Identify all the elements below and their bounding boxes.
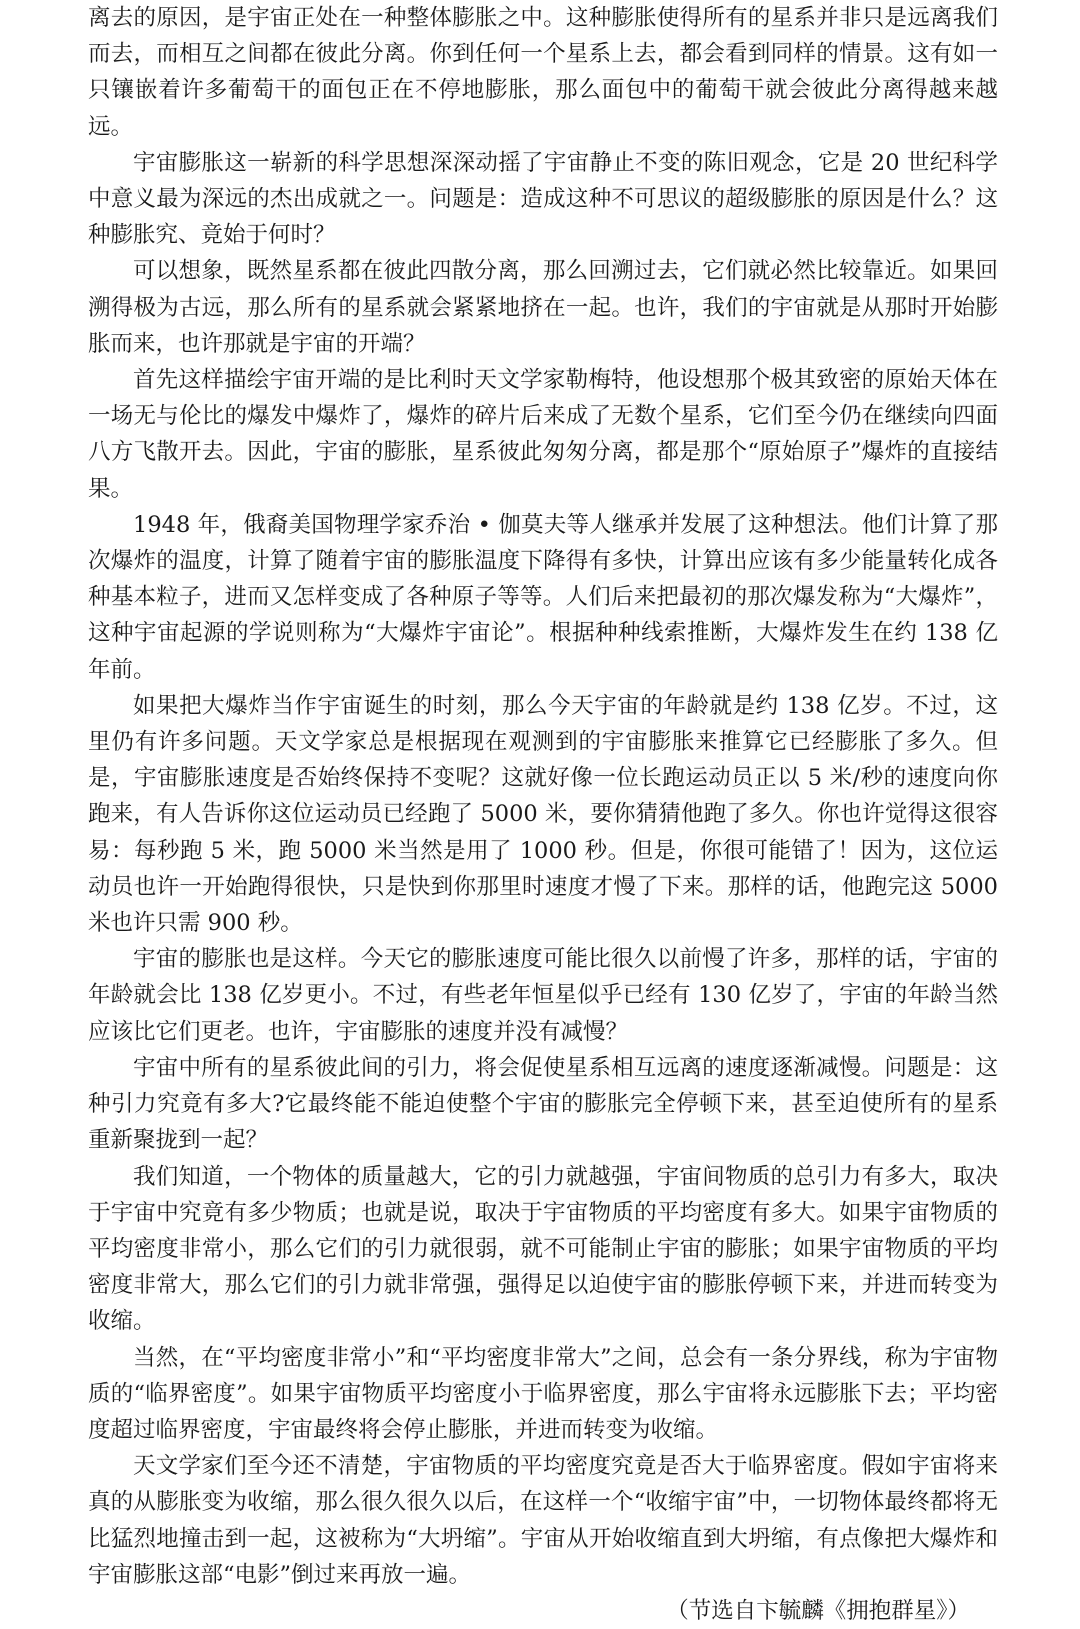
paragraph-3: 可以想象，既然星系都在彼此四散分离，那么回溯过去，它们就必然比较靠近。如果回溯得极为古远，那么所有的星系就会紧紧地挤在一起。也许，我们的宇宙就是从那时开始膨胀而来，也许那就是宇宙的开端？ <box>88 258 998 357</box>
paragraph-2: 宇宙膨胀这一崭新的科学思想深深动摇了宇宙静止不变的陈旧观念，它是 20 世纪科学中意义最为深远的杰出成就之一。问题是：造成这种不可思议的超级膨胀的原因是什么？这种膨胀究、竟始于何时？ <box>88 149 998 249</box>
paragraph-1: 离去的原因，是宇宙正处在一种整体膨胀之中。这种膨胀使得所有的星系并非只是远离我们而去，而相互之间都在彼此分离。你到任何一个星系上去，都会看到同样的情景。这有如一只镶嵌着许多葡萄干的面包正在不停地膨胀，那么面包中的葡萄干就会彼此分离得越来越远。 <box>88 5 998 140</box>
paragraph-7: 宇宙的膨胀也是这样。今天它的膨胀速度可能比很久以前慢了许多，那样的话，宇宙的年龄就会比 138 亿岁更小。不过，有些老年恒星似乎已经有 130 亿岁了，宇宙的年龄当然应该比它们更老。也许，宇宙膨胀的速度并没有减慢？ <box>88 946 998 1045</box>
paragraph-8: 宇宙中所有的星系彼此间的引力，将会促使星系相互远离的速度逐渐减慢。问题是：这种引力究竟有多大?它最终能不能迫使整个宇宙的膨胀完全停顿下来，甚至迫使所有的星系重新聚拢到一起？ <box>88 1054 998 1154</box>
paragraph-5: 1948 年，俄裔美国物理学家乔治 • 伽莫夫等人继承并发展了这种想法。他们计算了那次爆炸的温度，计算了随着宇宙的膨胀温度下降得有多快，计算出应该有多少能量转化成各种基本粒子，进而又怎样变成了各种原子等等。人们后来把最初的那次爆发称为“大爆炸”，这种宇宙起源的学说则称为“大爆炸宇宙论”。根据种种线索推断，大爆炸发生在约 138 亿年前。 <box>88 511 998 683</box>
paragraph-9: 我们知道，一个物体的质量越大，它的引力就越强，宇宙间物质的总引力有多大，取决于宇宙中究竟有多少物质；也就是说，取决于宇宙物质的平均密度有多大。如果宇宙物质的平均密度非常小，那么它们的引力就很弱，就不可能制止宇宙的膨胀；如果宇宙物质的平均密度非常大，那么它们的引力就非常强，强得足以迫使宇宙的膨胀停顿下来，并进而转变为收缩。 <box>88 1163 998 1335</box>
paragraph-11: 天文学家们至今还不清楚，宇宙物质的平均密度究竟是否大于临界密度。假如宇宙将来真的从膨胀变为收缩，那么很久很久以后，在这样一个“收缩宇宙”中，一切物体最终都将无比猛烈地撞击到一起，这被称为“大坍缩”。宇宙从开始收缩直到大坍缩，有点像把大爆炸和宇宙膨胀这部“电影”倒过来再放一遍。 <box>88 1453 998 1588</box>
paragraph-4: 首先这样描绘宇宙开端的是比利时天文学家勒梅特，他设想那个极其致密的原始天体在一场无与伦比的爆发中爆炸了，爆炸的碎片后来成了无数个星系，它们至今仍在继续向四面八方飞散开去。因此，宇宙的膨胀，星系彼此匆匆分离，都是那个“原始原子”爆炸的直接结果。 <box>88 367 998 502</box>
document-page <box>88 0 998 1624</box>
source-citation: （节选自卞毓麟《拥抱群星》） <box>666 1597 970 1624</box>
paragraph-6: 如果把大爆炸当作宇宙诞生的时刻，那么今天宇宙的年龄就是约 138 亿岁。不过，这里仍有许多问题。天文学家总是根据现在观测到的宇宙膨胀来推算它已经膨胀了多久。但是，宇宙膨胀速度是否始终保持不变呢？这就好像一位长跑运动员正以 5 米/秒的速度向你跑来，有人告诉你这位运动员已经跑了 5000 米，要你猜猜他跑了多久。你也许觉得这很容易：每秒跑 5 米，跑 5000 米当然是用了 1000 秒。但是，你很可能错了！因为，这位运动员也许一开始跑得很快，只是快到你那里时速度才慢了下来。那样的话，他跑完这 5000 米也许只需 900 秒。 <box>88 692 998 937</box>
paragraph-10: 当然，在“平均密度非常小”和“平均密度非常大”之间，总会有一条分界线，称为宇宙物质的“临界密度”。如果宇宙物质平均密度小于临界密度，那么宇宙将永远膨胀下去；平均密度超过临界密度，宇宙最终将会停止膨胀，并进而转变为收缩。 <box>88 1344 998 1443</box>
